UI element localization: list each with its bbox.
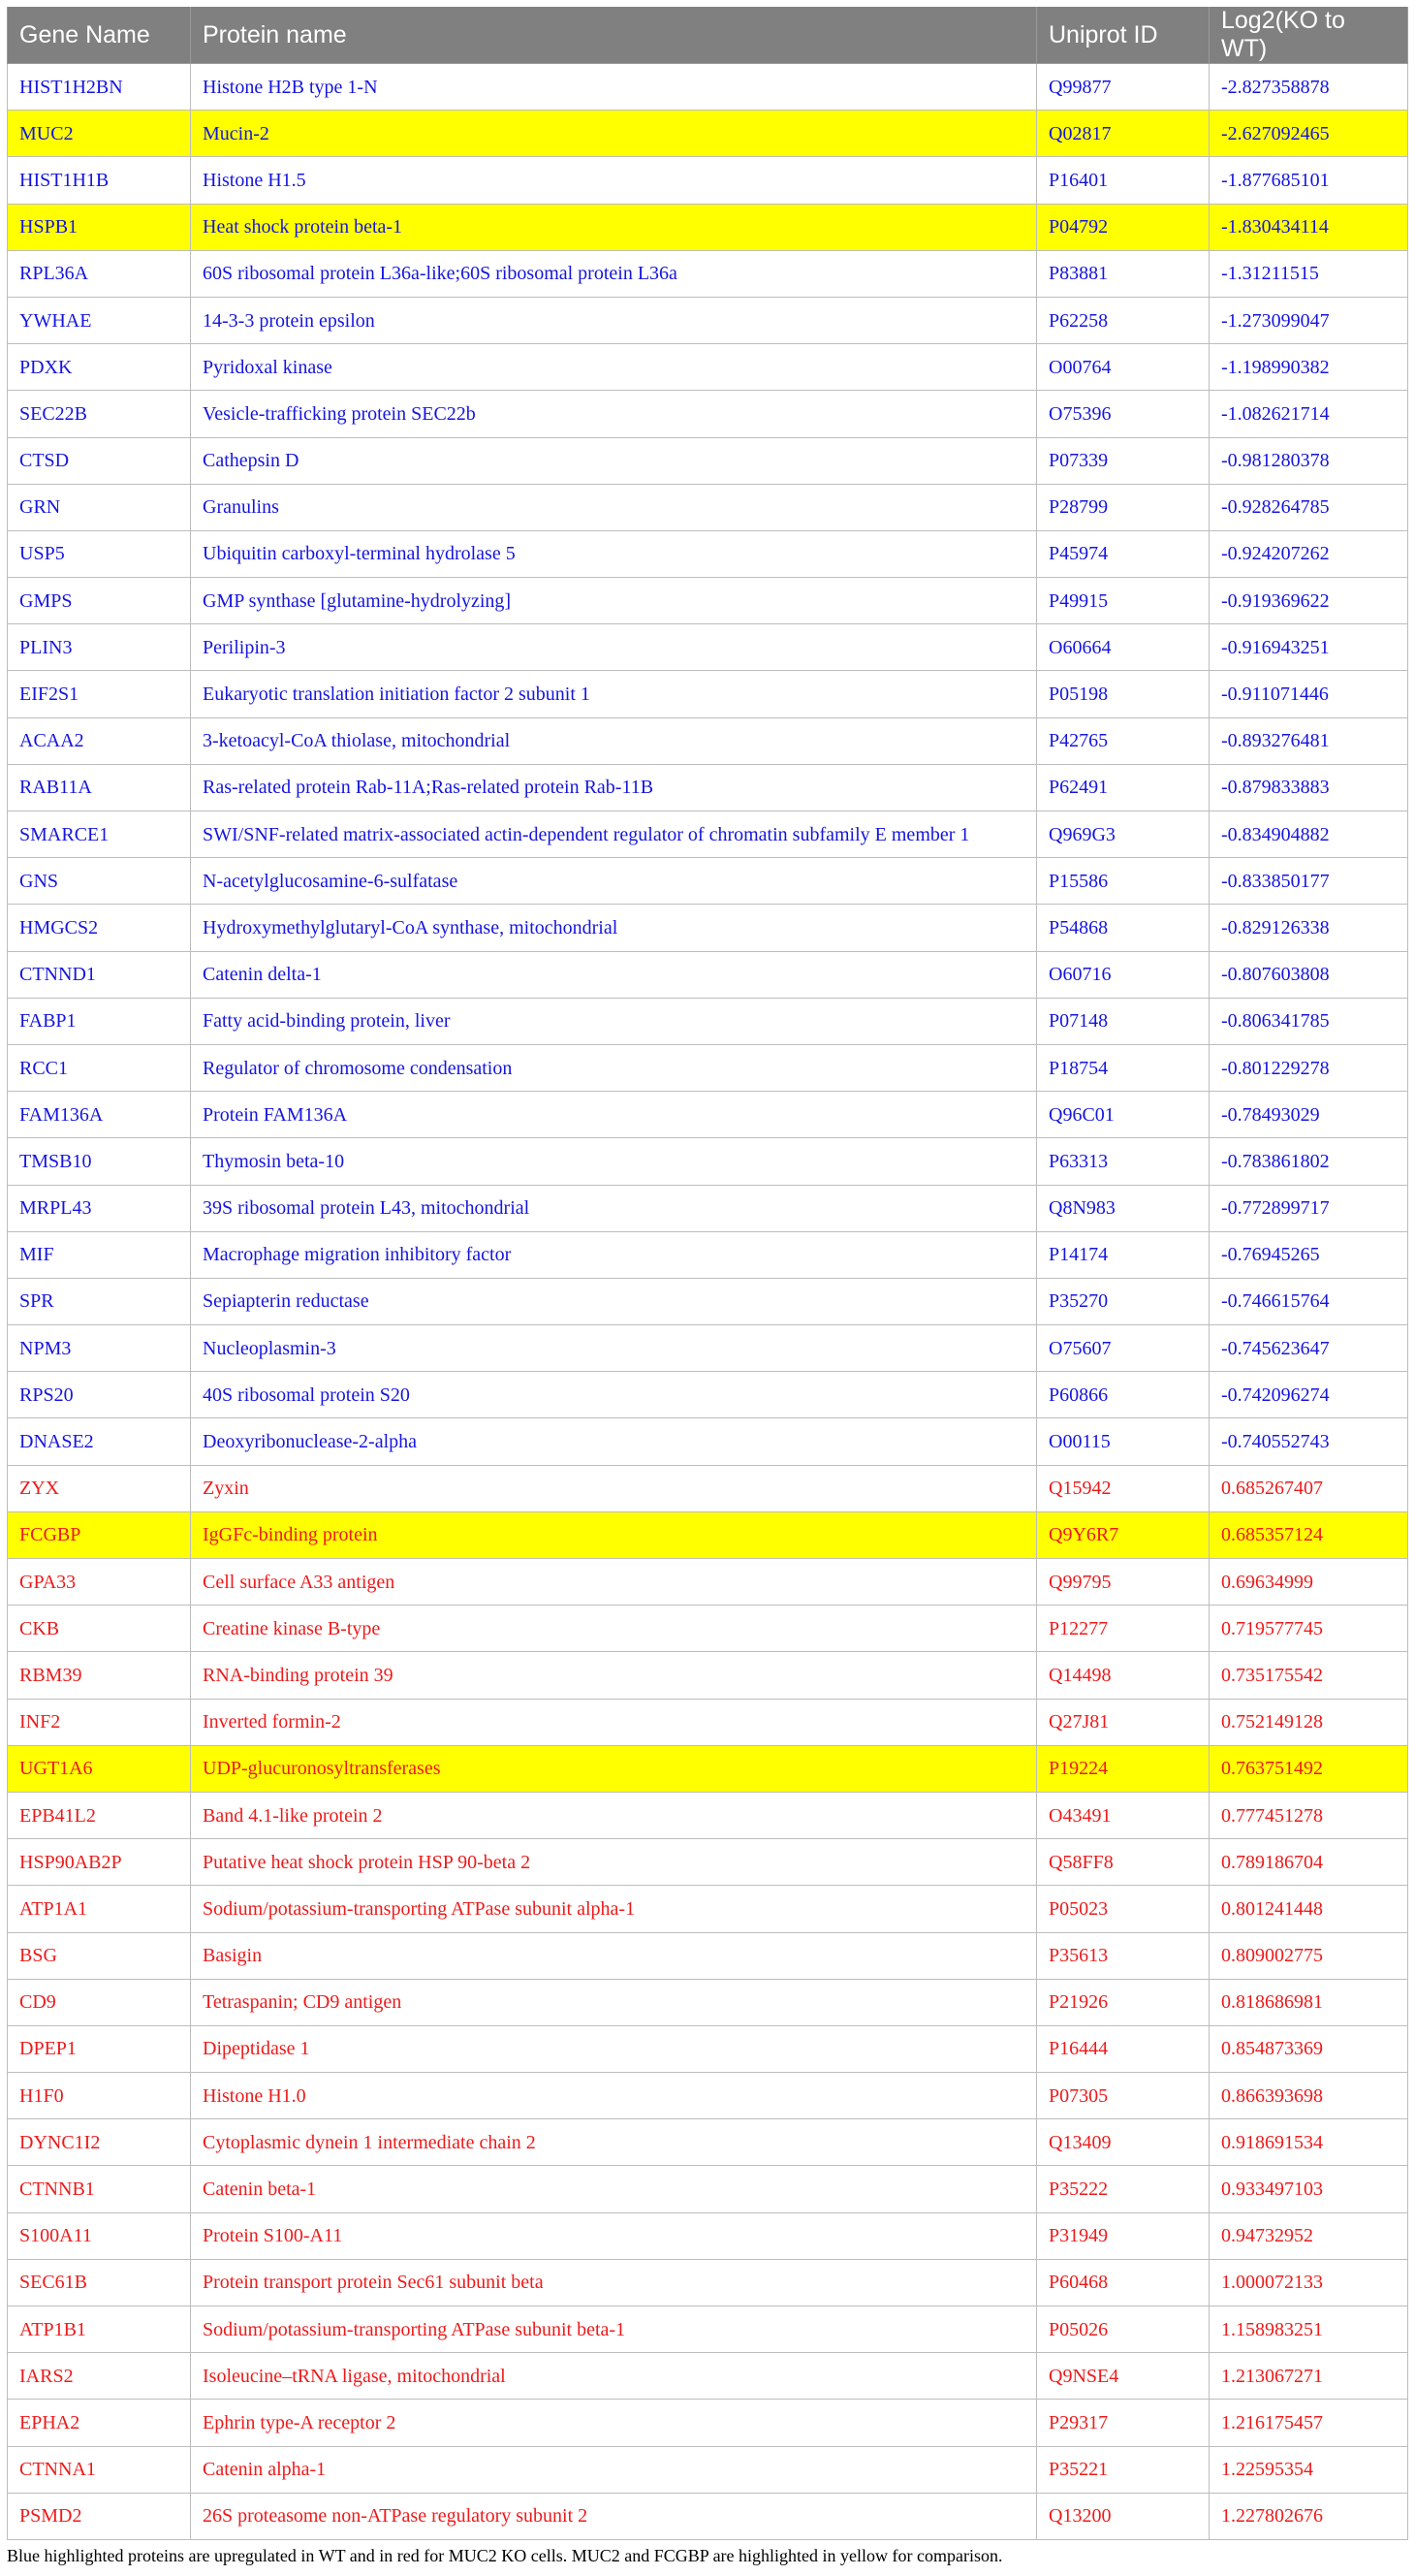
table-row	[8, 951, 1408, 998]
cell-protein-name: Sepiapterin reductase	[191, 1278, 1037, 1324]
table-row	[8, 1372, 1408, 1418]
cell-uniprot-id: P35222	[1037, 2166, 1210, 2212]
protein-table	[7, 7, 1408, 2540]
table-row	[8, 250, 1408, 297]
cell-uniprot-id: Q969G3	[1037, 811, 1210, 858]
cell-gene-name: EPHA2	[8, 2400, 191, 2446]
table-caption: Blue highlighted proteins are upregulated in WT and in red for MUC2 KO cells. MUC2 and FCGBP are highlighted in yellow for comparison.	[7, 2546, 1003, 2565]
cell-protein-name: UDP-glucuronosyltransferases	[191, 1745, 1037, 1792]
cell-gene-name: H1F0	[8, 2073, 191, 2119]
cell-log2: -0.928264785	[1210, 484, 1408, 530]
table-row	[8, 671, 1408, 717]
cell-gene-name: HMGCS2	[8, 905, 191, 951]
cell-gene-name: YWHAE	[8, 297, 191, 343]
cell-gene-name: HSPB1	[8, 204, 191, 250]
table-row	[8, 391, 1408, 437]
cell-uniprot-id: P28799	[1037, 484, 1210, 530]
table-row	[8, 157, 1408, 204]
cell-gene-name: HSP90AB2P	[8, 1839, 191, 1886]
cell-log2: -2.627092465	[1210, 111, 1408, 157]
table-row	[8, 905, 1408, 951]
cell-log2: 0.719577745	[1210, 1606, 1408, 1652]
cell-protein-name: Macrophage migration inhibitory factor	[191, 1231, 1037, 1278]
cell-gene-name: RPS20	[8, 1372, 191, 1418]
table-row	[8, 1418, 1408, 1465]
cell-gene-name: PSMD2	[8, 2493, 191, 2539]
cell-protein-name: RNA-binding protein 39	[191, 1652, 1037, 1699]
cell-uniprot-id: P35221	[1037, 2446, 1210, 2493]
cell-uniprot-id: Q02817	[1037, 111, 1210, 157]
cell-protein-name: 40S ribosomal protein S20	[191, 1372, 1037, 1418]
cell-uniprot-id: P63313	[1037, 1138, 1210, 1185]
cell-uniprot-id: P05023	[1037, 1886, 1210, 1932]
table-row	[8, 1278, 1408, 1324]
cell-gene-name: DYNC1I2	[8, 2119, 191, 2166]
table-row	[8, 1092, 1408, 1138]
cell-protein-name: Eukaryotic translation initiation factor 2 subunit 1	[191, 671, 1037, 717]
cell-protein-name: Regulator of chromosome condensation	[191, 1044, 1037, 1091]
cell-gene-name: NPM3	[8, 1325, 191, 1372]
cell-log2: -0.924207262	[1210, 530, 1408, 577]
cell-protein-name: Catenin delta-1	[191, 951, 1037, 998]
cell-log2: -1.082621714	[1210, 391, 1408, 437]
cell-protein-name: Ephrin type-A receptor 2	[191, 2400, 1037, 2446]
cell-protein-name: Putative heat shock protein HSP 90-beta 2	[191, 1839, 1037, 1886]
table-row	[8, 1792, 1408, 1838]
cell-uniprot-id: Q27J81	[1037, 1699, 1210, 1745]
header-protein-name: Protein name	[191, 7, 1037, 64]
cell-log2: -1.877685101	[1210, 157, 1408, 204]
table-row	[8, 530, 1408, 577]
cell-gene-name: SEC22B	[8, 391, 191, 437]
cell-uniprot-id: P83881	[1037, 250, 1210, 297]
cell-gene-name: SPR	[8, 1278, 191, 1324]
cell-uniprot-id: P05026	[1037, 2306, 1210, 2353]
cell-log2: -2.827358878	[1210, 64, 1408, 111]
cell-log2: -0.829126338	[1210, 905, 1408, 951]
cell-protein-name: Band 4.1-like protein 2	[191, 1792, 1037, 1838]
cell-gene-name: CTNNA1	[8, 2446, 191, 2493]
table-row	[8, 2353, 1408, 2400]
cell-gene-name: ACAA2	[8, 717, 191, 764]
cell-gene-name: CD9	[8, 1979, 191, 2025]
cell-protein-name: Deoxyribonuclease-2-alpha	[191, 1418, 1037, 1465]
cell-log2: 0.69634999	[1210, 1559, 1408, 1606]
header-uniprot-id: Uniprot ID	[1037, 7, 1210, 64]
cell-protein-name: GMP synthase [glutamine-hydrolyzing]	[191, 578, 1037, 624]
table-row	[8, 484, 1408, 530]
cell-log2: 0.809002775	[1210, 1932, 1408, 1979]
cell-gene-name: RBM39	[8, 1652, 191, 1699]
cell-uniprot-id: P35270	[1037, 1278, 1210, 1324]
cell-uniprot-id: Q14498	[1037, 1652, 1210, 1699]
cell-uniprot-id: O43491	[1037, 1792, 1210, 1838]
cell-protein-name: Ras-related protein Rab-11A;Ras-related protein Rab-11B	[191, 764, 1037, 811]
cell-protein-name: Catenin beta-1	[191, 2166, 1037, 2212]
cell-log2: -0.916943251	[1210, 624, 1408, 671]
table-row	[8, 2119, 1408, 2166]
table-row	[8, 204, 1408, 250]
cell-uniprot-id: Q96C01	[1037, 1092, 1210, 1138]
cell-uniprot-id: P42765	[1037, 717, 1210, 764]
cell-protein-name: N-acetylglucosamine-6-sulfatase	[191, 858, 1037, 905]
cell-uniprot-id: P12277	[1037, 1606, 1210, 1652]
cell-log2: -0.772899717	[1210, 1185, 1408, 1231]
cell-protein-name: Heat shock protein beta-1	[191, 204, 1037, 250]
cell-protein-name: SWI/SNF-related matrix-associated actin-dependent regulator of chromatin subfamily E member 1	[191, 811, 1037, 858]
cell-log2: -0.807603808	[1210, 951, 1408, 998]
cell-uniprot-id: Q9Y6R7	[1037, 1511, 1210, 1558]
cell-protein-name: Protein FAM136A	[191, 1092, 1037, 1138]
cell-gene-name: EPB41L2	[8, 1792, 191, 1838]
table-row	[8, 437, 1408, 484]
cell-protein-name: Perilipin-3	[191, 624, 1037, 671]
cell-log2: 0.94732952	[1210, 2212, 1408, 2259]
cell-log2: 0.866393698	[1210, 2073, 1408, 2119]
cell-protein-name: Ubiquitin carboxyl-terminal hydrolase 5	[191, 530, 1037, 577]
cell-uniprot-id: P05198	[1037, 671, 1210, 717]
cell-log2: 0.763751492	[1210, 1745, 1408, 1792]
cell-uniprot-id: P14174	[1037, 1231, 1210, 1278]
cell-protein-name: 26S proteasome non-ATPase regulatory subunit 2	[191, 2493, 1037, 2539]
cell-gene-name: UGT1A6	[8, 1745, 191, 1792]
table-row	[8, 2306, 1408, 2353]
cell-uniprot-id: P21926	[1037, 1979, 1210, 2025]
cell-log2: -0.879833883	[1210, 764, 1408, 811]
cell-uniprot-id: P60468	[1037, 2259, 1210, 2306]
table-row	[8, 344, 1408, 391]
table-row	[8, 1699, 1408, 1745]
cell-log2: 0.685267407	[1210, 1465, 1408, 1511]
cell-log2: -0.76945265	[1210, 1231, 1408, 1278]
cell-uniprot-id: Q13200	[1037, 2493, 1210, 2539]
cell-uniprot-id: P62258	[1037, 297, 1210, 343]
cell-protein-name: Pyridoxal kinase	[191, 344, 1037, 391]
table-row	[8, 811, 1408, 858]
header-gene-name: Gene Name	[8, 7, 191, 64]
cell-gene-name: EIF2S1	[8, 671, 191, 717]
cell-protein-name: IgGFc-binding protein	[191, 1511, 1037, 1558]
cell-log2: 0.685357124	[1210, 1511, 1408, 1558]
cell-gene-name: HIST1H2BN	[8, 64, 191, 111]
cell-uniprot-id: P07305	[1037, 2073, 1210, 2119]
cell-protein-name: Catenin alpha-1	[191, 2446, 1037, 2493]
cell-gene-name: ZYX	[8, 1465, 191, 1511]
cell-gene-name: GNS	[8, 858, 191, 905]
table-row	[8, 1839, 1408, 1886]
cell-uniprot-id: P18754	[1037, 1044, 1210, 1091]
cell-log2: -1.31211515	[1210, 250, 1408, 297]
cell-uniprot-id: P35613	[1037, 1932, 1210, 1979]
table-row	[8, 1185, 1408, 1231]
cell-log2: -1.830434114	[1210, 204, 1408, 250]
table-row	[8, 1325, 1408, 1372]
cell-protein-name: Cytoplasmic dynein 1 intermediate chain 2	[191, 2119, 1037, 2166]
table-row	[8, 297, 1408, 343]
cell-log2: -0.745623647	[1210, 1325, 1408, 1372]
cell-uniprot-id: O60664	[1037, 624, 1210, 671]
cell-log2: 1.213067271	[1210, 2353, 1408, 2400]
cell-protein-name: Cathepsin D	[191, 437, 1037, 484]
cell-gene-name: IARS2	[8, 2353, 191, 2400]
cell-uniprot-id: P15586	[1037, 858, 1210, 905]
cell-uniprot-id: Q9NSE4	[1037, 2353, 1210, 2400]
cell-gene-name: PLIN3	[8, 624, 191, 671]
cell-uniprot-id: O00115	[1037, 1418, 1210, 1465]
cell-log2: 1.227802676	[1210, 2493, 1408, 2539]
cell-log2: 0.801241448	[1210, 1886, 1408, 1932]
cell-uniprot-id: Q8N983	[1037, 1185, 1210, 1231]
cell-gene-name: GMPS	[8, 578, 191, 624]
cell-uniprot-id: O00764	[1037, 344, 1210, 391]
cell-log2: 1.216175457	[1210, 2400, 1408, 2446]
cell-log2: 0.789186704	[1210, 1839, 1408, 1886]
cell-gene-name: FABP1	[8, 998, 191, 1044]
cell-gene-name: PDXK	[8, 344, 191, 391]
table-row	[8, 1606, 1408, 1652]
table-header	[8, 7, 1408, 64]
table-row	[8, 1932, 1408, 1979]
cell-protein-name: 3-ketoacyl-CoA thiolase, mitochondrial	[191, 717, 1037, 764]
cell-protein-name: Histone H1.0	[191, 2073, 1037, 2119]
cell-protein-name: Histone H1.5	[191, 157, 1037, 204]
table-row	[8, 1652, 1408, 1699]
cell-protein-name: Creatine kinase B-type	[191, 1606, 1037, 1652]
cell-log2: 0.918691534	[1210, 2119, 1408, 2166]
cell-uniprot-id: Q58FF8	[1037, 1839, 1210, 1886]
cell-log2: -0.740552743	[1210, 1418, 1408, 1465]
cell-uniprot-id: P45974	[1037, 530, 1210, 577]
cell-log2: 1.158983251	[1210, 2306, 1408, 2353]
cell-gene-name: GPA33	[8, 1559, 191, 1606]
cell-log2: -0.834904882	[1210, 811, 1408, 858]
cell-log2: -0.981280378	[1210, 437, 1408, 484]
cell-protein-name: Granulins	[191, 484, 1037, 530]
cell-uniprot-id: P16444	[1037, 2025, 1210, 2072]
cell-gene-name: GRN	[8, 484, 191, 530]
cell-gene-name: MIF	[8, 1231, 191, 1278]
cell-uniprot-id: P60866	[1037, 1372, 1210, 1418]
cell-log2: 0.818686981	[1210, 1979, 1408, 2025]
table-body	[8, 64, 1408, 2540]
cell-gene-name: BSG	[8, 1932, 191, 1979]
table-row	[8, 111, 1408, 157]
cell-gene-name: RPL36A	[8, 250, 191, 297]
cell-uniprot-id: P62491	[1037, 764, 1210, 811]
cell-gene-name: MUC2	[8, 111, 191, 157]
cell-protein-name: Protein transport protein Sec61 subunit beta	[191, 2259, 1037, 2306]
cell-gene-name: MRPL43	[8, 1185, 191, 1231]
table-row	[8, 858, 1408, 905]
cell-uniprot-id: P07148	[1037, 998, 1210, 1044]
cell-protein-name: 60S ribosomal protein L36a-like;60S ribosomal protein L36a	[191, 250, 1037, 297]
table-row	[8, 1886, 1408, 1932]
header-log2: Log2(KO to WT)	[1210, 7, 1408, 64]
cell-protein-name: Nucleoplasmin-3	[191, 1325, 1037, 1372]
cell-uniprot-id: Q15942	[1037, 1465, 1210, 1511]
cell-protein-name: Cell surface A33 antigen	[191, 1559, 1037, 1606]
cell-gene-name: S100A11	[8, 2212, 191, 2259]
cell-protein-name: Basigin	[191, 1932, 1037, 1979]
cell-protein-name: Isoleucine–tRNA ligase, mitochondrial	[191, 2353, 1037, 2400]
cell-protein-name: Tetraspanin; CD9 antigen	[191, 1979, 1037, 2025]
cell-uniprot-id: P04792	[1037, 204, 1210, 250]
cell-uniprot-id: P54868	[1037, 905, 1210, 951]
cell-log2: -0.833850177	[1210, 858, 1408, 905]
table-row	[8, 1465, 1408, 1511]
cell-gene-name: CKB	[8, 1606, 191, 1652]
table-row	[8, 2493, 1408, 2539]
cell-log2: -0.783861802	[1210, 1138, 1408, 1185]
cell-uniprot-id: O75396	[1037, 391, 1210, 437]
cell-protein-name: Dipeptidase 1	[191, 2025, 1037, 2072]
cell-uniprot-id: P49915	[1037, 578, 1210, 624]
cell-protein-name: Protein S100-A11	[191, 2212, 1037, 2259]
cell-log2: -0.893276481	[1210, 717, 1408, 764]
cell-gene-name: DPEP1	[8, 2025, 191, 2072]
cell-protein-name: Sodium/potassium-transporting ATPase subunit alpha-1	[191, 1886, 1037, 1932]
cell-log2: 0.777451278	[1210, 1792, 1408, 1838]
table-row	[8, 1511, 1408, 1558]
cell-uniprot-id: P07339	[1037, 437, 1210, 484]
cell-gene-name: CTNND1	[8, 951, 191, 998]
cell-gene-name: HIST1H1B	[8, 157, 191, 204]
table-row	[8, 1979, 1408, 2025]
cell-uniprot-id: Q99877	[1037, 64, 1210, 111]
cell-uniprot-id: Q99795	[1037, 1559, 1210, 1606]
cell-gene-name: ATP1B1	[8, 2306, 191, 2353]
table-row	[8, 1044, 1408, 1091]
cell-protein-name: Sodium/potassium-transporting ATPase subunit beta-1	[191, 2306, 1037, 2353]
cell-log2: -0.746615764	[1210, 1278, 1408, 1324]
cell-protein-name: Inverted formin-2	[191, 1699, 1037, 1745]
cell-protein-name: 39S ribosomal protein L43, mitochondrial	[191, 1185, 1037, 1231]
cell-log2: -0.919369622	[1210, 578, 1408, 624]
cell-uniprot-id: O60716	[1037, 951, 1210, 998]
cell-log2: 0.752149128	[1210, 1699, 1408, 1745]
cell-log2: -0.806341785	[1210, 998, 1408, 1044]
table-row	[8, 2212, 1408, 2259]
table-row	[8, 764, 1408, 811]
table-row	[8, 1745, 1408, 1792]
cell-log2: 0.933497103	[1210, 2166, 1408, 2212]
cell-log2: 1.000072133	[1210, 2259, 1408, 2306]
table-row	[8, 998, 1408, 1044]
cell-log2: -0.78493029	[1210, 1092, 1408, 1138]
cell-gene-name: CTNNB1	[8, 2166, 191, 2212]
cell-gene-name: FCGBP	[8, 1511, 191, 1558]
cell-log2: 0.854873369	[1210, 2025, 1408, 2072]
cell-gene-name: SEC61B	[8, 2259, 191, 2306]
cell-protein-name: Histone H2B type 1-N	[191, 64, 1037, 111]
table-row	[8, 624, 1408, 671]
cell-uniprot-id: O75607	[1037, 1325, 1210, 1372]
table-row	[8, 2166, 1408, 2212]
cell-uniprot-id: P31949	[1037, 2212, 1210, 2259]
cell-log2: -0.801229278	[1210, 1044, 1408, 1091]
table-row	[8, 578, 1408, 624]
cell-protein-name: Zyxin	[191, 1465, 1037, 1511]
cell-log2: -1.198990382	[1210, 344, 1408, 391]
cell-protein-name: Hydroxymethylglutaryl-CoA synthase, mitochondrial	[191, 905, 1037, 951]
cell-gene-name: SMARCE1	[8, 811, 191, 858]
cell-gene-name: INF2	[8, 1699, 191, 1745]
cell-gene-name: DNASE2	[8, 1418, 191, 1465]
table-row	[8, 2259, 1408, 2306]
header-row	[8, 7, 1408, 64]
cell-log2: 1.22595354	[1210, 2446, 1408, 2493]
cell-gene-name: CTSD	[8, 437, 191, 484]
cell-protein-name: Mucin-2	[191, 111, 1037, 157]
cell-gene-name: USP5	[8, 530, 191, 577]
cell-protein-name: Fatty acid-binding protein, liver	[191, 998, 1037, 1044]
cell-log2: 0.735175542	[1210, 1652, 1408, 1699]
cell-protein-name: Thymosin beta-10	[191, 1138, 1037, 1185]
cell-log2: -1.273099047	[1210, 297, 1408, 343]
cell-uniprot-id: P29317	[1037, 2400, 1210, 2446]
cell-uniprot-id: P19224	[1037, 1745, 1210, 1792]
cell-gene-name: RCC1	[8, 1044, 191, 1091]
cell-log2: -0.911071446	[1210, 671, 1408, 717]
cell-uniprot-id: P16401	[1037, 157, 1210, 204]
cell-gene-name: ATP1A1	[8, 1886, 191, 1932]
cell-protein-name: Vesicle-trafficking protein SEC22b	[191, 391, 1037, 437]
table-row	[8, 717, 1408, 764]
table-row	[8, 2025, 1408, 2072]
table-row	[8, 2400, 1408, 2446]
table-row	[8, 1138, 1408, 1185]
cell-protein-name: 14-3-3 protein epsilon	[191, 297, 1037, 343]
table-row	[8, 2446, 1408, 2493]
cell-gene-name: FAM136A	[8, 1092, 191, 1138]
cell-uniprot-id: Q13409	[1037, 2119, 1210, 2166]
table-row	[8, 1231, 1408, 1278]
cell-gene-name: RAB11A	[8, 764, 191, 811]
cell-log2: -0.742096274	[1210, 1372, 1408, 1418]
table-row	[8, 2073, 1408, 2119]
table-row	[8, 1559, 1408, 1606]
table-row	[8, 64, 1408, 111]
cell-gene-name: TMSB10	[8, 1138, 191, 1185]
